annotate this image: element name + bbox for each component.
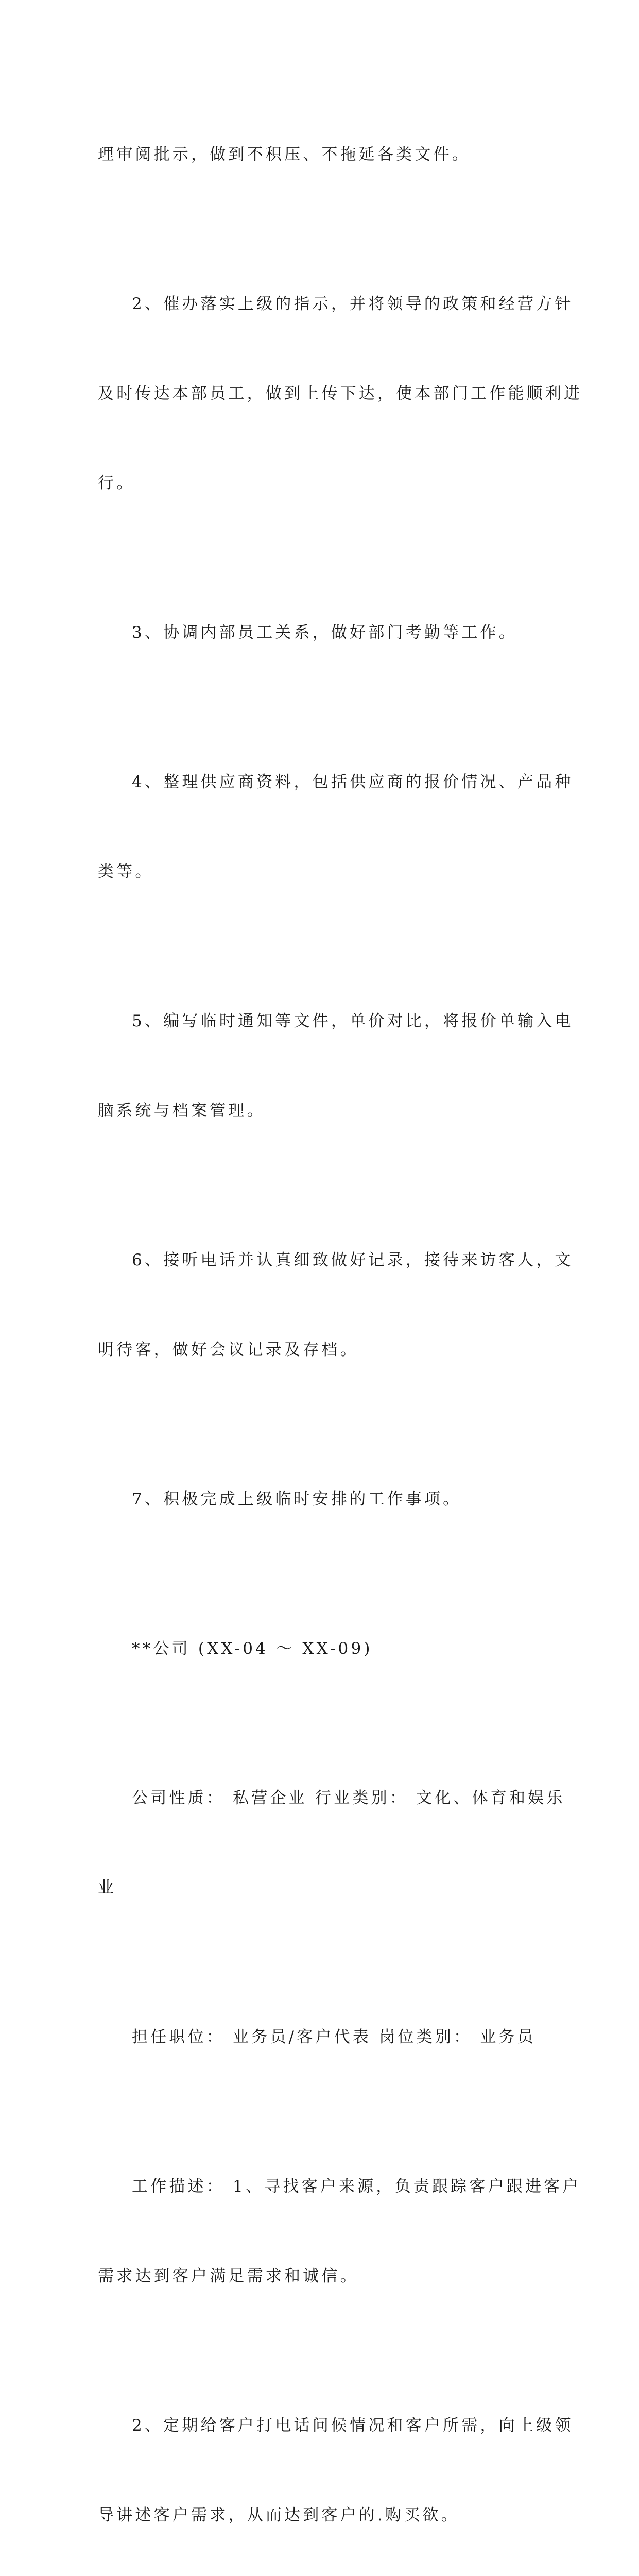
text-line: 2、催办落实上级的指示，并将领导的政策和经营方针 bbox=[132, 295, 574, 313]
paragraph-1 bbox=[98, 80, 546, 229]
position-info bbox=[98, 1962, 546, 2112]
text-line: 4、整理供应商资料，包括供应商的报价情况、产品种 bbox=[132, 773, 574, 791]
document-body bbox=[98, 80, 583, 2576]
company-nature bbox=[98, 1723, 565, 1962]
text-line: 工作描述： 1、寻找客户来源，负责跟踪客户跟进客户 bbox=[132, 2177, 581, 2196]
company-heading bbox=[98, 1574, 546, 1723]
text-line: 理审阅批示，做到不积压、不拖延各类文件。 bbox=[98, 145, 471, 164]
paragraph-5 bbox=[98, 946, 574, 1185]
paragraph-2 bbox=[98, 229, 583, 558]
text-line: 明待客，做好会议记录及存档。 bbox=[98, 1341, 359, 1359]
text-line: 导讲述客户需求，从而达到客户的.购买欲。 bbox=[98, 2506, 460, 2524]
text-line: 脑系统与档案管理。 bbox=[98, 1101, 266, 1120]
text-line: 行。 bbox=[98, 474, 135, 493]
text-line: 业 bbox=[98, 1878, 117, 1897]
text-line: 需求达到客户满足需求和诚信。 bbox=[98, 2267, 359, 2285]
text-line: 担任职位： 业务员/客户代表 岗位类别： 业务员 bbox=[132, 2028, 536, 2046]
job-description bbox=[98, 2112, 581, 2351]
text-line: 5、编写临时通知等文件，单价对比，将报价单输入电 bbox=[132, 1012, 574, 1030]
paragraph-7 bbox=[98, 1425, 546, 1574]
paragraph-12 bbox=[98, 2351, 574, 2576]
text-line: 2、定期给客户打电话问候情况和客户所需，向上级领 bbox=[132, 2416, 574, 2435]
paragraph-3 bbox=[98, 558, 546, 707]
paragraph-4 bbox=[98, 707, 574, 946]
text-line: 3、协调内部员工关系，做好部门考勤等工作。 bbox=[132, 623, 517, 642]
paragraph-6 bbox=[98, 1185, 574, 1425]
text-line: 6、接听电话并认真细致做好记录，接待来访客人，文 bbox=[132, 1251, 574, 1269]
text-line: 7、积极完成上级临时安排的工作事项。 bbox=[132, 1490, 462, 1509]
text-line: 及时传达本部员工，做到上传下达，使本部门工作能顺利进 bbox=[98, 384, 583, 403]
text-line: **公司 (XX-04 ～ XX-09) bbox=[132, 1639, 373, 1658]
text-line: 公司性质： 私营企业 行业类别： 文化、体育和娱乐 bbox=[132, 1789, 565, 1807]
text-line: 类等。 bbox=[98, 862, 154, 881]
